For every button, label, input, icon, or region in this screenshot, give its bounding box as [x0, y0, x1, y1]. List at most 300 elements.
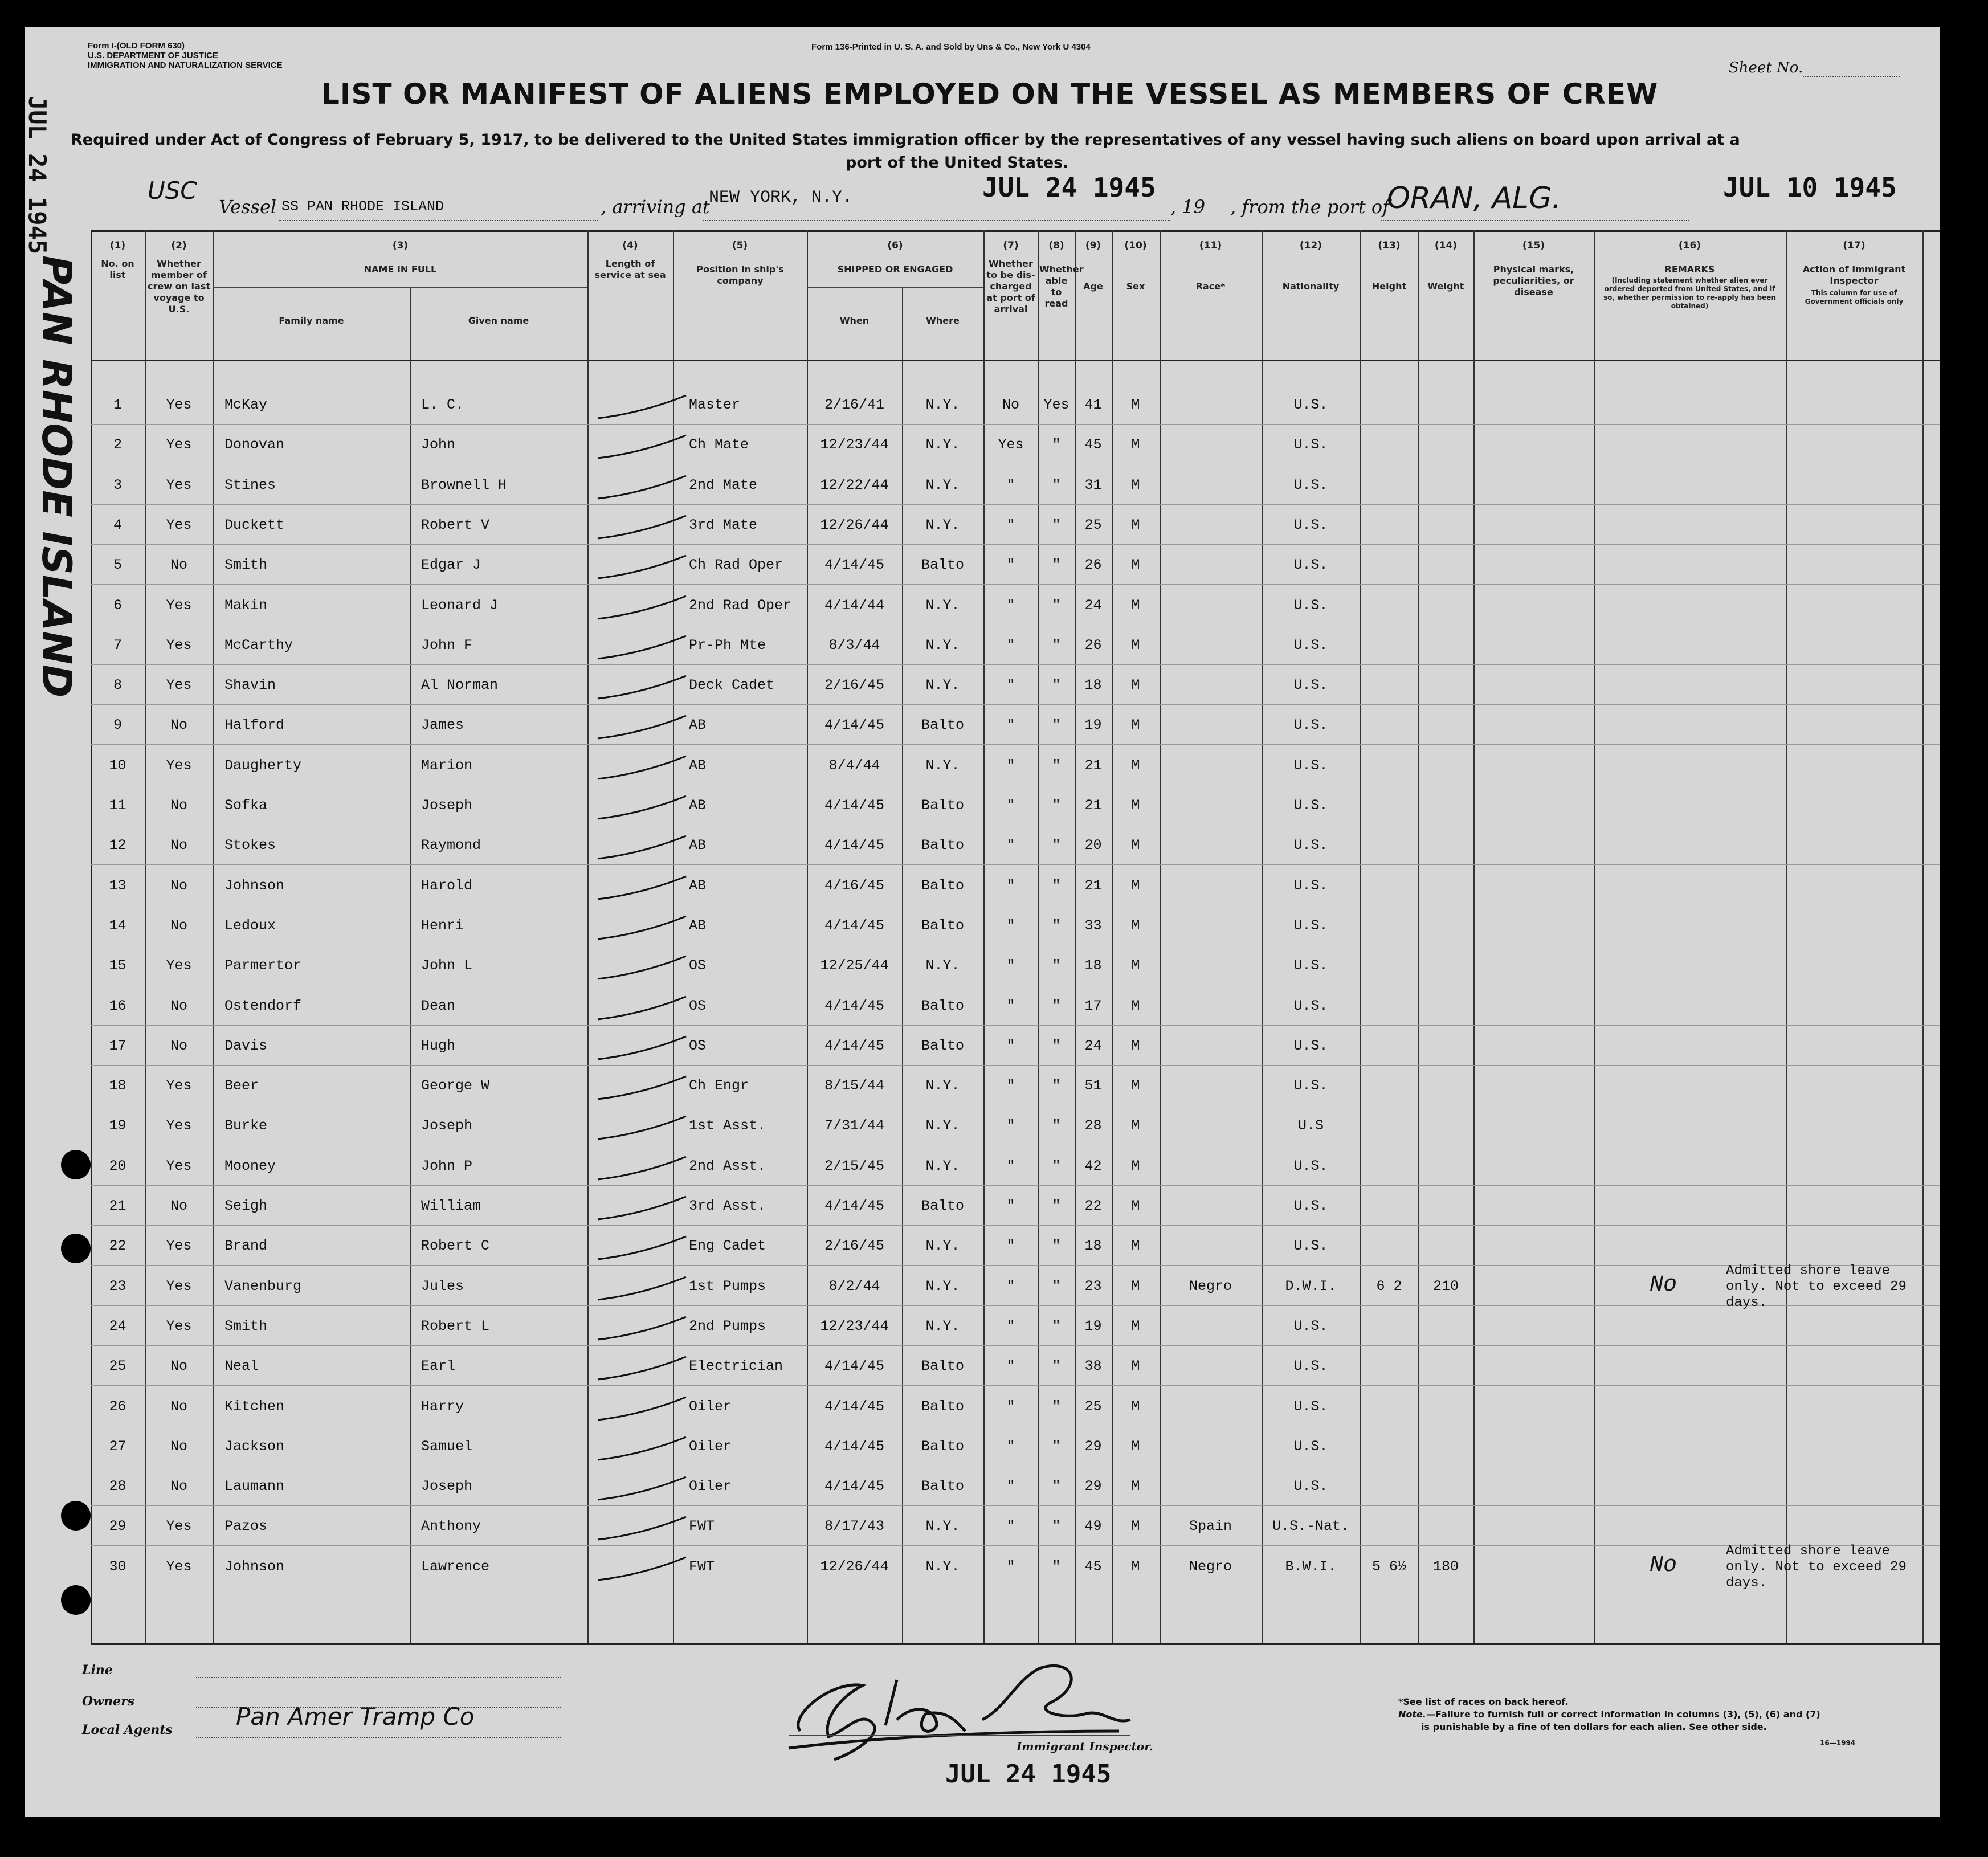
cell-read: " [1052, 1278, 1061, 1295]
col-header-action: Action of Immigrant Inspector [1802, 264, 1906, 286]
cell-age: 18 [1084, 1238, 1102, 1254]
cell-no: 20 [109, 1158, 126, 1174]
service-check-mark [592, 1072, 689, 1106]
cell-discharged: " [1006, 1158, 1015, 1174]
cell-discharged: No [1002, 397, 1019, 413]
cell-no: 2 [113, 436, 122, 453]
cell-family: Stokes [224, 837, 276, 854]
cell-where: Balto [921, 797, 964, 814]
cell-where: Balto [921, 1438, 964, 1455]
service-check-mark [592, 551, 689, 585]
cell-position: Deck Cadet [689, 677, 775, 693]
cell-age: 42 [1084, 1158, 1102, 1174]
table-row [91, 1187, 1988, 1227]
agents-value: Pan Amer Tramp Co [236, 1703, 475, 1731]
cell-given: John P [421, 1158, 473, 1174]
cell-family: Ostendorf [224, 998, 302, 1014]
cell-nat: U.S. [1293, 1478, 1328, 1495]
cell-family: Brand [224, 1238, 268, 1254]
cell-when: 4/14/45 [824, 1198, 885, 1214]
cell-position: AB [689, 797, 707, 814]
cell-no: 21 [109, 1198, 126, 1214]
cell-when: 4/14/45 [824, 797, 885, 814]
service-check-mark [592, 1192, 689, 1226]
cell-given: Jules [421, 1278, 464, 1295]
cell-where: N.Y. [925, 1238, 960, 1254]
cell-when: 2/16/45 [824, 1238, 885, 1254]
col-num-2: (2) [171, 240, 187, 251]
col-num-9: (9) [1085, 240, 1101, 251]
cell-nat: U.S. [1293, 917, 1328, 934]
cell-discharged: " [1006, 957, 1015, 974]
from-port-label: , from the port of [1230, 196, 1390, 218]
cell-discharged: " [1006, 637, 1015, 654]
cell-where: N.Y. [925, 397, 960, 413]
cell-family: Pazos [224, 1518, 268, 1534]
cell-action: Admitted shore leave only. Not to exceed 29 days. [1726, 1544, 1907, 1591]
cell-where: Balto [921, 1198, 964, 1214]
cell-position: 1st Asst. [689, 1117, 766, 1134]
cell-family: Ledoux [224, 917, 276, 934]
cell-family: Smith [224, 1318, 268, 1334]
cell-when: 12/22/44 [820, 477, 889, 493]
service-check-mark [592, 1393, 689, 1427]
cell-sex: M [1131, 917, 1140, 934]
cell-no: 30 [109, 1558, 126, 1575]
cell-where: Balto [921, 837, 964, 854]
col-header-where: Where [926, 315, 960, 326]
cell-sex: M [1131, 1518, 1140, 1534]
arrival-date-stamp: JUL 24 1945 [982, 172, 1156, 203]
cell-when: 4/14/45 [824, 1398, 885, 1415]
cell-no: 17 [109, 1038, 126, 1054]
table-row [91, 1067, 1988, 1107]
cell-discharged: " [1006, 1358, 1015, 1374]
cell-read: " [1052, 878, 1061, 894]
margin-date-stamp: JUL 24 1945 [23, 96, 51, 255]
col-header-no: No. on list [101, 258, 134, 280]
cell-when: 4/14/45 [824, 1038, 885, 1054]
cell-where: N.Y. [925, 1558, 960, 1575]
cell-when: 12/26/44 [820, 517, 889, 533]
cell-discharged: " [1006, 1478, 1015, 1495]
cell-last: Yes [166, 677, 192, 693]
cell-sex: M [1131, 677, 1140, 693]
cell-given: L. C. [421, 397, 464, 413]
cell-position: 2nd Rad Oper [689, 597, 792, 614]
col-num-8: (8) [1048, 240, 1064, 251]
cell-given: William [421, 1198, 481, 1214]
cell-nat: U.S. [1293, 1078, 1328, 1094]
cell-position: AB [689, 757, 707, 774]
cell-discharged: " [1006, 757, 1015, 774]
manifest-subtitle-1: Required under Act of Congress of February 5, 1917, to be delivered to the United States immigration officer by the representatives of any vessel having such aliens on board upon arrival at a [71, 131, 1740, 149]
table-row [91, 867, 1988, 907]
cell-read: " [1052, 717, 1061, 733]
table-row [91, 827, 1988, 867]
cell-sex: M [1131, 998, 1140, 1014]
cell-sex: M [1131, 1318, 1140, 1334]
cell-last: No [170, 878, 187, 894]
cell-read: " [1052, 1358, 1061, 1374]
cell-where: N.Y. [925, 477, 960, 493]
service-check-mark [592, 791, 689, 826]
service-check-mark [592, 591, 689, 626]
cell-sex: M [1131, 397, 1140, 413]
cell-position: AB [689, 837, 707, 854]
cell-where: N.Y. [925, 1518, 960, 1534]
cell-position: 1st Pumps [689, 1278, 766, 1295]
cell-age: 21 [1084, 757, 1102, 774]
cell-nat: U.S. [1293, 998, 1328, 1014]
cell-age: 20 [1084, 837, 1102, 854]
cell-position: AB [689, 717, 707, 733]
cell-age: 45 [1084, 1558, 1102, 1575]
cell-sex: M [1131, 1438, 1140, 1455]
cell-read: " [1052, 1558, 1061, 1575]
cell-given: Robert C [421, 1238, 490, 1254]
cell-read: " [1052, 1398, 1061, 1415]
service-check-mark [592, 952, 689, 986]
cell-nat: U.S. [1293, 957, 1328, 974]
col-header-race: Race* [1195, 281, 1226, 292]
cell-read: " [1052, 1238, 1061, 1254]
cell-position: Master [689, 397, 741, 413]
cell-no: 16 [109, 998, 126, 1014]
cell-last: No [170, 1398, 187, 1415]
cell-no: 22 [109, 1238, 126, 1254]
cell-family: Vanenburg [224, 1278, 302, 1295]
table-row [91, 627, 1988, 667]
service-check-mark [592, 631, 689, 666]
cell-nat: U.S. [1293, 1158, 1328, 1174]
cell-last: Yes [166, 1117, 192, 1134]
cell-read: " [1052, 517, 1061, 533]
cell-nat: B.W.I. [1285, 1558, 1337, 1575]
cell-sex: M [1131, 1198, 1140, 1214]
cell-age: 29 [1084, 1478, 1102, 1495]
cell-given: Raymond [421, 837, 481, 854]
cell-when: 8/17/43 [824, 1518, 885, 1534]
cell-read: " [1052, 1117, 1061, 1134]
col-num-4: (4) [622, 240, 638, 251]
cell-read: Yes [1043, 397, 1069, 413]
cell-no: 6 [113, 597, 122, 614]
cell-family: Johnson [224, 878, 285, 894]
cell-family: Sofka [224, 797, 268, 814]
cell-age: 41 [1084, 397, 1102, 413]
cell-when: 12/25/44 [820, 957, 889, 974]
cell-family: Laumann [224, 1478, 285, 1495]
cell-last: Yes [166, 757, 192, 774]
cell-discharged: Yes [998, 436, 1024, 453]
department-name: U.S. DEPARTMENT OF JUSTICE [88, 51, 218, 60]
cell-family: Johnson [224, 1558, 285, 1575]
cell-age: 26 [1084, 557, 1102, 573]
table-row [91, 907, 1988, 947]
table-row [91, 1263, 1988, 1311]
line-label: Line [82, 1663, 113, 1678]
col-num-14: (14) [1434, 240, 1458, 251]
cell-race: Spain [1189, 1518, 1232, 1534]
cell-when: 8/4/44 [828, 757, 880, 774]
cell-position: Ch Engr [689, 1078, 749, 1094]
table-row [91, 1428, 1988, 1468]
cell-age: 38 [1084, 1358, 1102, 1374]
table-row [91, 787, 1988, 827]
cell-no: 19 [109, 1117, 126, 1134]
cell-read: " [1052, 917, 1061, 934]
cell-last: No [170, 1358, 187, 1374]
cell-nat: U.S. [1293, 717, 1328, 733]
cell-age: 19 [1084, 717, 1102, 733]
col-header-height: Height [1371, 281, 1407, 292]
manifest-subtitle-2: port of the United States. [846, 154, 1069, 172]
cell-where: Balto [921, 878, 964, 894]
table-row [91, 1388, 1988, 1428]
col-num-15: (15) [1522, 240, 1545, 251]
cell-no: 26 [109, 1398, 126, 1415]
cell-given: Robert L [421, 1318, 490, 1334]
service-check-mark [592, 1553, 689, 1587]
cell-family: Seigh [224, 1198, 268, 1214]
cell-where: N.Y. [925, 677, 960, 693]
cell-last: No [170, 1478, 187, 1495]
inspector-label: Immigrant Inspector. [1017, 1740, 1153, 1753]
cell-when: 8/15/44 [824, 1078, 885, 1094]
cell-last: Yes [166, 1238, 192, 1254]
service-check-mark [592, 1032, 689, 1066]
table-row [91, 707, 1988, 746]
table-row [91, 1107, 1988, 1147]
col-num-17: (17) [1843, 240, 1865, 251]
cell-given: James [421, 717, 464, 733]
cell-last: Yes [166, 397, 192, 413]
col-header-nationality: Nationality [1282, 281, 1340, 292]
col-header-name: NAME IN FULL [364, 264, 437, 275]
table-row [91, 1308, 1988, 1348]
cell-read: " [1052, 797, 1061, 814]
cell-last: Yes [166, 637, 192, 654]
cell-no: 8 [113, 677, 122, 693]
cell-read: " [1052, 477, 1061, 493]
service-check-mark [592, 1232, 689, 1266]
service-check-mark [592, 471, 689, 505]
cell-race: Negro [1189, 1558, 1232, 1575]
cell-age: 24 [1084, 597, 1102, 614]
cell-nat: U.S. [1293, 1038, 1328, 1054]
cell-last: Yes [166, 1318, 192, 1334]
cell-when: 12/23/44 [820, 1318, 889, 1334]
cell-no: 5 [113, 557, 122, 573]
cell-sex: M [1131, 597, 1140, 614]
cell-family: Stines [224, 477, 276, 493]
cell-given: Joseph [421, 1478, 473, 1495]
cell-read: " [1052, 677, 1061, 693]
cell-no: 18 [109, 1078, 126, 1094]
cell-position: AB [689, 917, 707, 934]
table-row [91, 947, 1988, 987]
from-port: ORAN, ALG. [1387, 181, 1561, 215]
cell-position: Oiler [689, 1398, 732, 1415]
cell-age: 49 [1084, 1518, 1102, 1534]
crew-table [91, 230, 1940, 1643]
table-row [91, 1508, 1988, 1548]
table-row [91, 1227, 1988, 1267]
cell-age: 21 [1084, 878, 1102, 894]
penalty-note-2: is punishable by a fine of ten dollars for each alien. See other side. [1421, 1721, 1767, 1732]
cell-position: Pr-Ph Mte [689, 637, 766, 654]
table-row [91, 667, 1988, 707]
cell-age: 25 [1084, 517, 1102, 533]
cell-action: Admitted shore leave only. Not to exceed 29 days. [1726, 1263, 1907, 1311]
cell-position: FWT [689, 1558, 715, 1575]
cell-given: George W [421, 1078, 490, 1094]
cell-sex: M [1131, 637, 1140, 654]
cell-age: 17 [1084, 998, 1102, 1014]
col-header-weight: Weight [1427, 281, 1464, 292]
cell-read: " [1052, 597, 1061, 614]
cell-discharged: " [1006, 1278, 1015, 1295]
cell-last: Yes [166, 1558, 192, 1575]
cell-family: Kitchen [224, 1398, 285, 1415]
cell-last: No [170, 717, 187, 733]
service-check-mark [592, 1112, 689, 1146]
service-check-mark [592, 511, 689, 545]
cell-position: Electrician [689, 1358, 783, 1374]
cell-discharged: " [1006, 1238, 1015, 1254]
cell-nat: U.S. [1293, 757, 1328, 774]
cell-age: 33 [1084, 917, 1102, 934]
cell-no: 1 [113, 397, 122, 413]
cell-no: 24 [109, 1318, 126, 1334]
cell-given: John [421, 436, 456, 453]
cell-given: Joseph [421, 1117, 473, 1134]
cell-when: 12/23/44 [820, 436, 889, 453]
cell-sex: M [1131, 1238, 1140, 1254]
col-num-11: (11) [1199, 240, 1222, 251]
arriving-label: , arriving at [601, 196, 710, 218]
cell-height: 5 6½ [1371, 1558, 1406, 1575]
cell-given: Al Norman [421, 677, 499, 693]
service-check-mark [592, 671, 689, 705]
cell-age: 45 [1084, 436, 1102, 453]
cell-given: Earl [421, 1358, 456, 1374]
cell-sex: M [1131, 477, 1140, 493]
cell-nat: U.S. [1293, 397, 1328, 413]
cell-given: Joseph [421, 797, 473, 814]
cell-position: OS [689, 1038, 707, 1054]
cell-sex: M [1131, 878, 1140, 894]
table-row [91, 546, 1988, 586]
col-header-age: Age [1083, 281, 1103, 292]
cell-last: No [170, 837, 187, 854]
cell-no: 15 [109, 957, 126, 974]
cell-where: N.Y. [925, 757, 960, 774]
service-check-mark [592, 391, 689, 425]
cell-nat: U.S. [1293, 637, 1328, 654]
cell-sex: M [1131, 1478, 1140, 1495]
punch-hole [61, 1501, 91, 1531]
cell-position: OS [689, 998, 707, 1014]
cell-no: 29 [109, 1518, 126, 1534]
col-header-action-note: This column for use of Government officials only [1805, 289, 1904, 305]
cell-discharged: " [1006, 557, 1015, 573]
cell-position: 2nd Asst. [689, 1158, 766, 1174]
cell-given: Brownell H [421, 477, 507, 493]
cell-family: McKay [224, 397, 268, 413]
col-header-sex: Sex [1126, 281, 1145, 292]
cell-weight: 210 [1432, 1278, 1459, 1295]
cell-read: " [1052, 957, 1061, 974]
col-num-6: (6) [887, 240, 903, 251]
cell-family: Parmertor [224, 957, 302, 974]
cell-age: 21 [1084, 797, 1102, 814]
cell-where: Balto [921, 998, 964, 1014]
table-row [91, 1027, 1988, 1067]
cell-nat: U.S. [1293, 1238, 1328, 1254]
cell-sex: M [1131, 1117, 1140, 1134]
cell-sex: M [1131, 517, 1140, 533]
punch-hole [61, 1234, 91, 1263]
cell-family: Daugherty [224, 757, 302, 774]
cell-discharged: " [1006, 1558, 1015, 1575]
cell-sex: M [1131, 1078, 1140, 1094]
cell-when: 4/14/45 [824, 717, 885, 733]
cell-position: FWT [689, 1518, 715, 1534]
cell-where: Balto [921, 1398, 964, 1415]
punch-hole [61, 1150, 91, 1179]
cell-nat: U.S. [1293, 837, 1328, 854]
cell-given: Samuel [421, 1438, 473, 1455]
col-header-family: Family name [279, 315, 344, 326]
table-row [91, 747, 1988, 787]
table-row [91, 386, 1988, 426]
cell-discharged: " [1006, 917, 1015, 934]
cell-race: Negro [1189, 1278, 1232, 1295]
cell-discharged: " [1006, 1518, 1015, 1534]
cell-remarks: No [1649, 1553, 1677, 1578]
col-header-remarks-note: (Including statement whether alien ever ordered deported from United States, and if so, whether permission to re-apply has been obtained) [1603, 276, 1776, 310]
col-header-given: Given name [468, 315, 529, 326]
cell-family: Beer [224, 1078, 259, 1094]
cell-sex: M [1131, 1158, 1140, 1174]
cell-read: " [1052, 1478, 1061, 1495]
cell-nat: U.S. [1293, 1358, 1328, 1374]
cell-nat: U.S.-Nat. [1272, 1518, 1350, 1534]
cell-given: Dean [421, 998, 456, 1014]
table-row [91, 426, 1988, 466]
margin-vessel-name: PAN RHODE ISLAND [33, 255, 80, 698]
service-check-mark [592, 831, 689, 866]
cell-family: Mooney [224, 1158, 276, 1174]
cell-family: Duckett [224, 517, 285, 533]
cell-last: Yes [166, 1078, 192, 1094]
cell-read: " [1052, 998, 1061, 1014]
cell-sex: M [1131, 436, 1140, 453]
col-header-physical: Physical marks, peculiarities, or disease [1493, 264, 1574, 297]
cell-given: Harry [421, 1398, 464, 1415]
cell-last: Yes [166, 477, 192, 493]
cell-where: N.Y. [925, 1117, 960, 1134]
form-header-block [88, 41, 283, 70]
col-header-read: Whether able to read [1039, 264, 1084, 309]
cell-discharged: " [1006, 1078, 1015, 1094]
cell-where: N.Y. [925, 517, 960, 533]
cell-no: 25 [109, 1358, 126, 1374]
col-header-last-voyage: Whether member of crew on last voyage to U.S. [148, 258, 210, 315]
cell-read: " [1052, 1318, 1061, 1334]
